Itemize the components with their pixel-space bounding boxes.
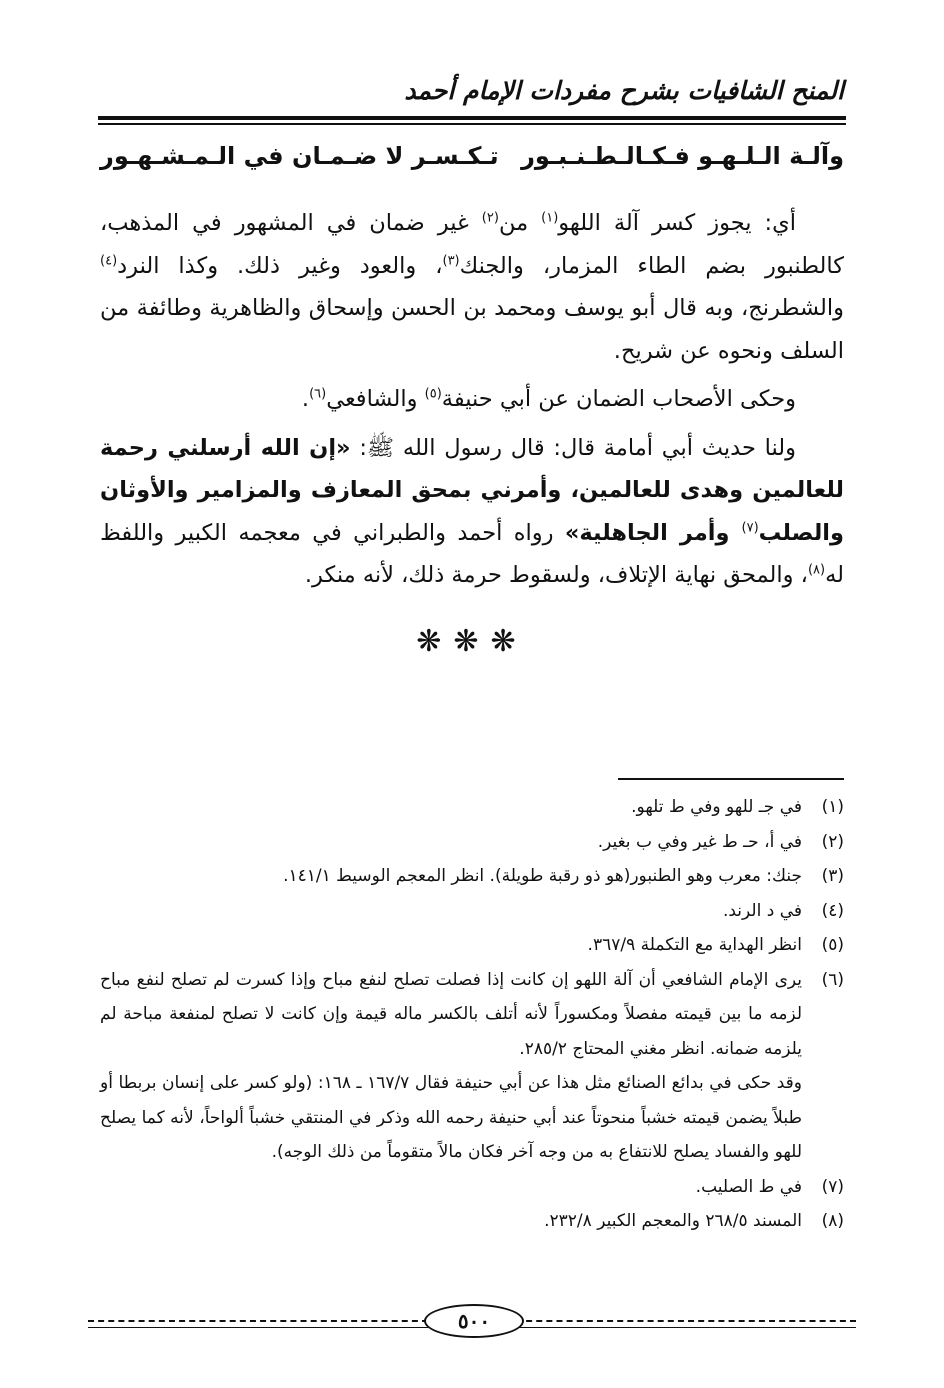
verse-first-hemistich: وآلـة الـلـهـو فـكـالـطـنـبـور <box>521 142 844 170</box>
footnotes <box>100 790 844 1239</box>
footnote-number: (٧) <box>821 1176 844 1197</box>
footnote-text: في د الرند. <box>722 900 802 921</box>
text-run: والشافعي <box>326 386 425 412</box>
footnote-number: (٤) <box>821 900 844 921</box>
footnote-number: (٣) <box>821 866 844 886</box>
paragraph-1 <box>100 202 844 372</box>
header-rule-thin <box>98 123 846 125</box>
text-run: . <box>301 386 310 412</box>
poem-verse <box>100 142 844 182</box>
footnote-number: (١) <box>821 797 844 817</box>
footnote-item <box>100 928 844 963</box>
header-rule-thick <box>98 116 846 120</box>
page-footer <box>88 1308 856 1334</box>
paragraph-3 <box>100 427 844 597</box>
footnote-text: في جـ للهو وفي ط تلهو. <box>631 797 802 817</box>
footnote-ref[interactable]: (٧) <box>741 520 759 535</box>
footnote-item <box>100 1204 844 1239</box>
footnote-number: (٥) <box>821 935 844 955</box>
text-run: ، والمحق نهاية الإتلاف، ولسقوط حرمة ذلك، لأنه منكر. <box>304 562 808 588</box>
text-run: من <box>498 210 542 236</box>
footnote-text: انظر الهداية مع التكملة ٣٦٧/٩. <box>587 935 802 955</box>
footnote-item <box>100 963 844 1067</box>
text-run: ولنا حديث أبي أمامة قال: قال رسول الله ﷺ: <box>350 434 796 461</box>
text-run: أي: يجوز كسر آلة اللهو <box>558 210 796 236</box>
footnote-ref[interactable]: (١) <box>541 210 559 226</box>
footer-rule-left <box>88 1327 428 1328</box>
footnote-item <box>100 859 844 894</box>
text-run: والشطرنج، وبه قال أبو يوسف ومحمد بن الحسن وإسحاق والظاهرية وطائفة من السلف ونحوه عن شريح. <box>100 295 844 364</box>
footnote-text: يرى الإمام الشافعي أن آلة اللهو إن كانت إذا فصلت تصلح لنفع مباح وإذا كسرت لم تصلح لنفع مباح لزمه ما بين قيمته مفصلاً ومكسوراً لأنه أتلف بالكسر ماله قيمة وإن كانت لا تصلح لمنفعة مباحة لم يلزمه ضمانه. انظر مغني المحتاج ٢٨٥/٢. <box>100 969 802 1059</box>
footnote-ref[interactable]: (٥) <box>424 386 442 402</box>
footnote-text: جنك: معرب وهو الطنبور(هو ذو رقبة طويلة). انظر المعجم الوسيط ١٤١/١. <box>283 866 802 886</box>
text-run: غير ضمان في المشهور في المذهب، كالطنبور بضم الطاء المزمار، والجنك <box>100 210 844 279</box>
commentary-text <box>100 202 844 597</box>
footnote-ref[interactable]: (٢) <box>481 210 499 226</box>
footnote-item <box>100 825 844 860</box>
verse-second-hemistich: تـكـسـر لا ضـمـان في الـمـشـهـور <box>100 142 499 170</box>
hadith-text: «إن الله أرسلني رحمة للعالمين وهدى للعالمين، وأمرني بمحق المعازف والمزامير والأوثان والصلب <box>100 434 844 546</box>
text-run: ، والعود وغير ذلك. وكذا النرد <box>117 252 443 279</box>
footnote-ref[interactable]: (٨) <box>807 562 826 578</box>
footnote-ref[interactable]: (٦) <box>309 386 327 402</box>
footnote-item <box>100 790 844 825</box>
footnote-text: في ط الصليب. <box>695 1176 802 1197</box>
section-separator-stars: ❋❋❋ <box>416 624 528 659</box>
footer-dashed-rule-right <box>516 1320 856 1322</box>
footnote-text: المسند ٢٦٨/٥ والمعجم الكبير ٢٣٢/٨. <box>544 1211 802 1231</box>
footnote-item <box>100 894 844 929</box>
footnote-continuation: وقد حكى في بدائع الصنائع مثل هذا عن أبي حنيفة فقال ١٦٧/٧ ـ ١٦٨: (ولو كسر على إنسان بربطا أو طبلاً يضمن قيمته خشباً منحوتاً عند أبي حنيفة رحمه الله وذكر في المنتقي خشباً ألواحاً، لأنه كما يصلح للهو والفساد يصلح للانتفاع به من وجه آخر فكان مالاً متقوماً من ذلك الوجه). <box>100 1073 803 1162</box>
footer-dashed-rule-left <box>88 1320 428 1322</box>
text-run: وحكى الأصحاب الضمان عن أبي حنيفة <box>441 386 796 412</box>
paragraph-2 <box>100 378 844 421</box>
text-run: رواه أحمد والطبراني في معجمه الكبير واللفظ له <box>100 519 844 588</box>
footnote-text: في أ، حـ ط غير وفي ب بغير. <box>597 831 802 852</box>
page-number: ٥٠٠ <box>424 1304 524 1338</box>
hadith-text: وأمر الجاهلية» <box>564 519 742 546</box>
footer-rule-right <box>516 1327 856 1328</box>
running-header-title: المنح الشافيات بشرح مفردات الإمام أحمد <box>404 76 844 105</box>
footnote-item <box>100 1170 844 1205</box>
footnote-number: (٢) <box>821 831 844 852</box>
footnote-divider <box>618 778 844 780</box>
footnote-ref[interactable]: (٤) <box>100 253 118 268</box>
footnote-number: (٦) <box>821 969 844 990</box>
footnote-number: (٨) <box>821 1211 844 1231</box>
footnote-ref[interactable]: (٣) <box>442 253 460 268</box>
